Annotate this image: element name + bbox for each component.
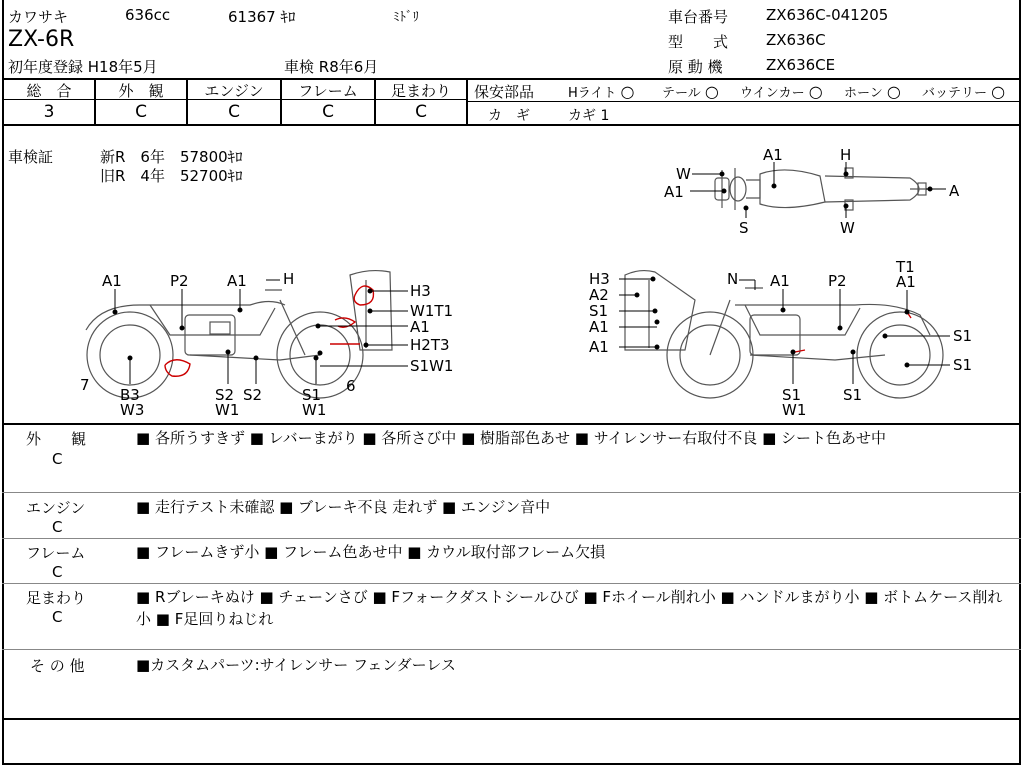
left-label-7: 7 [80, 376, 90, 394]
remark-text-appearance: ■ 各所うすきず ■ レバーまがり ■ 各所さび中 ■ 樹脂部色あせ ■ サイレンサー右取付不良 ■ シート色あせ中 [136, 429, 887, 447]
top-label-w-bottom: W [840, 219, 855, 237]
horn-label: ホーン [844, 86, 883, 101]
left-label-w1-2: W1 [302, 401, 327, 419]
bike-left-view [70, 260, 490, 420]
right-label-p2: P2 [828, 272, 847, 290]
remark-text-other: ■カスタムパーツ:サイレンサー フェンダーレス [136, 656, 456, 674]
battery-mark: ○ [991, 82, 1006, 101]
remarks-line [2, 649, 1021, 650]
model-name: ZX-6R [8, 27, 75, 52]
left-label-s1: S1 [302, 386, 322, 404]
tail-mark: ○ [704, 82, 719, 101]
grade-engine: C [228, 102, 240, 122]
remark-text-suspension: ■ Rブレーキぬけ ■ チェーンさび ■ Fフォークダストシールひび ■ Fホイール削れ小 ■ ハンドルまがり小 ■ ボトムケース削れ小 ■ F足回りねじれ [136, 588, 1003, 628]
left-label-b3: B3 [120, 386, 140, 404]
winker-mark: ○ [808, 82, 823, 101]
right-label-a1-4: A1 [896, 273, 916, 291]
maker: カワサキ [8, 8, 69, 26]
displacement: 636cc [125, 6, 171, 24]
battery-label: バッテリー [922, 86, 988, 101]
frame-no: ZX636C-041205 [766, 6, 889, 24]
inspection-date: 車検 R8年6月 [284, 58, 379, 76]
frame-no-label: 車台番号 [668, 8, 729, 26]
remark-grade-frame: C [52, 563, 63, 581]
left-label-w1: W1 [215, 401, 240, 419]
left-label-s2: S2 [215, 386, 235, 404]
engine-label: 原 動 機 [668, 58, 723, 76]
right-label-a1-2: A1 [589, 338, 609, 356]
key-value: カギ 1 [568, 108, 610, 124]
top-label-w: W [676, 165, 691, 183]
color: ﾐﾄﾞﾘ [393, 10, 419, 25]
left-label-s1w1: S1W1 [410, 357, 454, 375]
grade-header-appearance: 外 観 [118, 82, 164, 100]
remark-cat-suspension: 足まわり [26, 589, 87, 607]
remark-text-engine: ■ 走行テスト未確認 ■ ブレーキ不良 走れず ■ エンジン音中 [136, 498, 551, 516]
certificate-label: 車検証 [8, 148, 54, 166]
top-label-s: S [739, 219, 749, 237]
key-label: カ ギ [488, 108, 530, 124]
left-label-s2-2: S2 [243, 386, 263, 404]
grade-suspension: C [415, 102, 427, 122]
right-label-t1: T1 [896, 260, 915, 276]
left-label-h3: H3 [410, 282, 431, 300]
type-label: 型 式 [668, 33, 729, 51]
top-label-a: A [949, 182, 960, 200]
remarks-top-line [2, 423, 1021, 425]
left-label-6: 6 [346, 377, 356, 395]
right-label-s1-5: S1 [843, 386, 863, 404]
grade-header-frame: フレーム [298, 82, 358, 100]
right-label-a1: A1 [589, 318, 609, 336]
grade-frame: C [322, 102, 334, 122]
top-label-a1-center: A1 [763, 146, 783, 164]
headlight-mark: ○ [620, 82, 635, 101]
certificate-new: 新R 6年 57800ｷﾛ [100, 148, 243, 166]
mileage: 61367 ｷﾛ [228, 8, 296, 26]
type-value: ZX636C [766, 31, 826, 49]
remark-cat-other: そ の 他 [30, 657, 85, 675]
right-label-a1-3: A1 [770, 272, 790, 290]
left-label-a1: A1 [102, 272, 122, 290]
left-label-p2: P2 [170, 272, 189, 290]
grade-total: 3 [43, 102, 55, 122]
bike-right-view [585, 260, 985, 420]
remarks-line [2, 583, 1021, 584]
remark-cat-engine: エンジン [26, 499, 86, 517]
grade-appearance: C [135, 102, 147, 122]
top-label-h: H [840, 146, 852, 164]
safety-winker [740, 82, 823, 101]
winker-label: ウインカー [740, 86, 805, 101]
remark-grade-appearance: C [52, 450, 63, 468]
remark-grade-engine: C [52, 518, 63, 536]
grade-header-suspension: 足まわり [390, 82, 451, 100]
right-label-s1-2: S1 [953, 327, 973, 345]
left-label-a1-3: A1 [410, 318, 430, 336]
right-label-w1: W1 [782, 401, 807, 419]
remarks-bottom-line [2, 718, 1021, 720]
tail-label: テール [662, 86, 701, 101]
bike-top-view [660, 140, 980, 240]
remark-cat-frame: フレーム [26, 544, 86, 562]
remarks-line [2, 492, 1021, 493]
right-label-s1-3: S1 [953, 356, 973, 374]
first-registration: 初年度登録 H18年5月 [8, 58, 158, 76]
remark-cat-appearance: 外 観 [26, 430, 87, 448]
right-label-h3: H3 [589, 270, 610, 288]
safety-battery [922, 82, 1005, 101]
certificate-old: 旧R 4年 52700ｷﾛ [100, 167, 243, 185]
safety-headlight [568, 82, 635, 101]
remark-grade-suspension: C [52, 608, 63, 626]
left-label-w3: W3 [120, 401, 145, 419]
grade-header-engine: エンジン [204, 82, 264, 100]
left-label-a1-2: A1 [227, 272, 247, 290]
safety-tail [662, 82, 719, 101]
left-label-w1t1: W1T1 [410, 302, 454, 320]
grade-header-total: 総 合 [26, 82, 72, 100]
right-label-n: N [727, 270, 739, 288]
engine-value: ZX636CE [766, 56, 836, 74]
horn-mark: ○ [886, 82, 901, 101]
remark-text-frame: ■ フレームきず小 ■ フレーム色あせ中 ■ カウル取付部フレーム欠損 [136, 543, 606, 561]
top-label-a1-left: A1 [664, 183, 684, 201]
remarks-line [2, 538, 1021, 539]
left-label-h2t3: H2T3 [410, 336, 450, 354]
left-label-h: H [283, 270, 295, 288]
right-label-s1-4: S1 [782, 386, 802, 404]
safety-label: 保安部品 [474, 83, 535, 101]
right-label-s1: S1 [589, 302, 609, 320]
safety-divider [468, 101, 1021, 102]
headlight-label: Hライト [568, 86, 617, 101]
safety-horn [844, 82, 901, 101]
right-label-a2: A2 [589, 286, 609, 304]
